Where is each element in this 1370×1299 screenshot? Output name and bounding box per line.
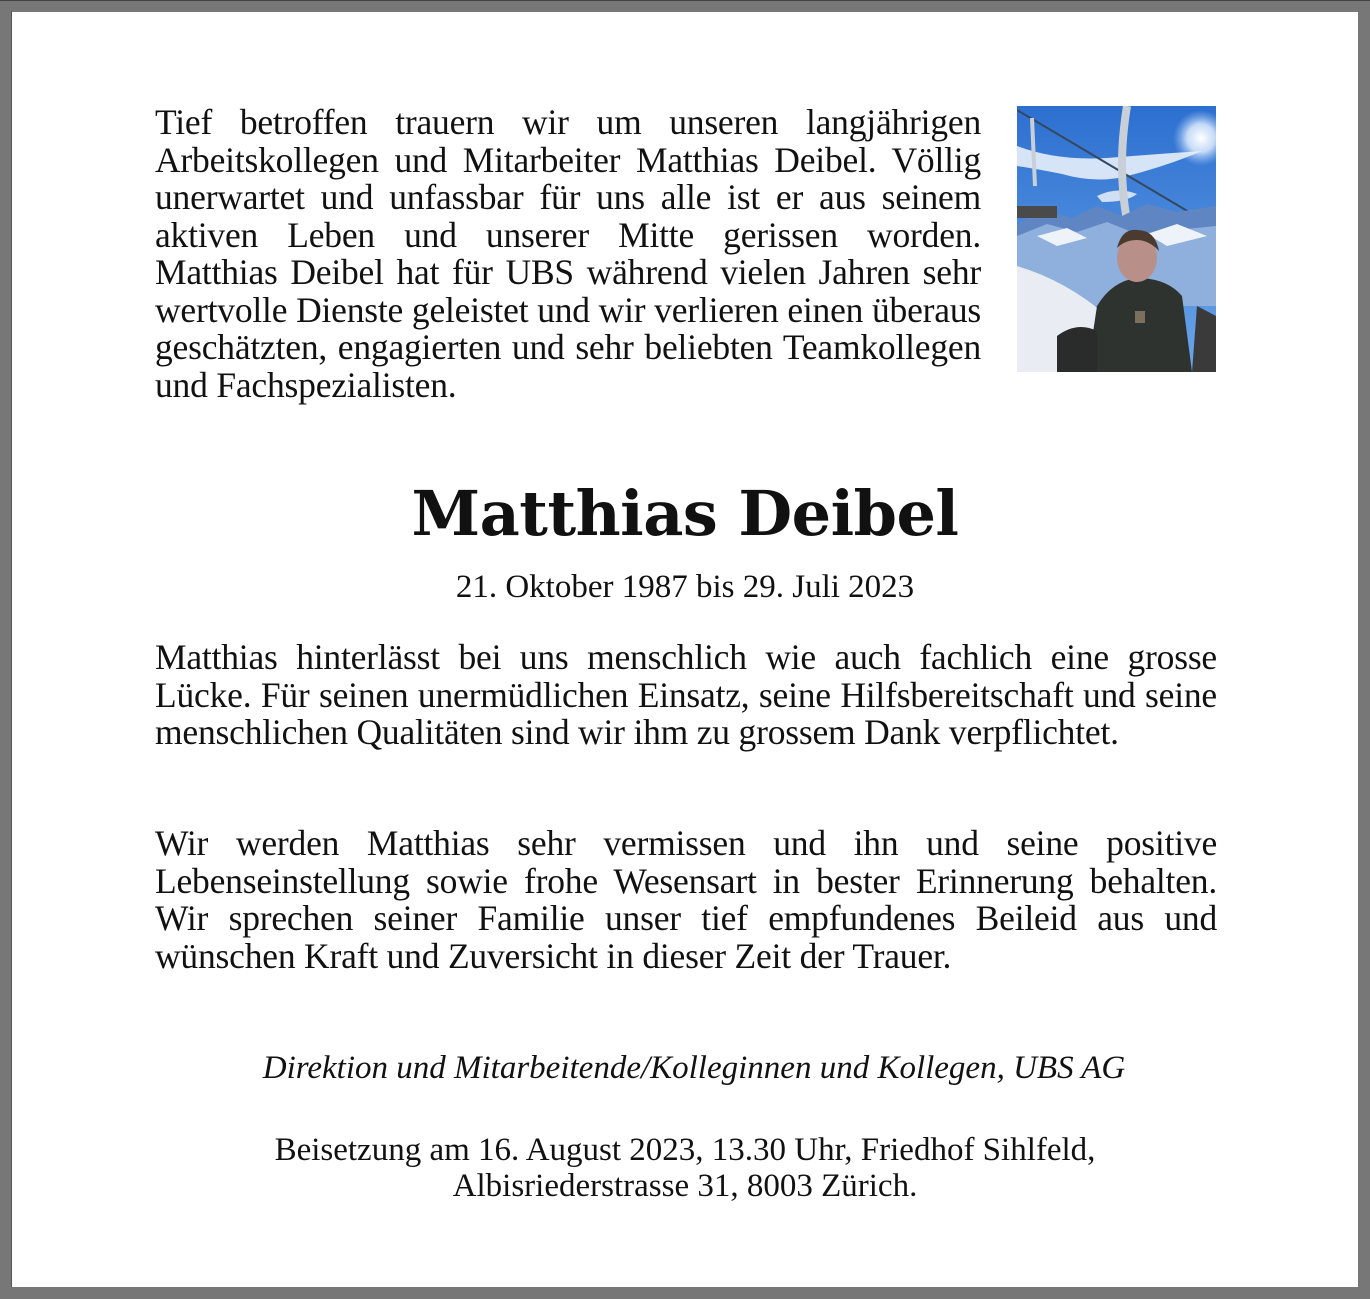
life-dates: 21. Oktober 1987 bis 29. Juli 2023 [455, 569, 915, 605]
obituary-page [12, 12, 1358, 1287]
portrait-photo-icon [1017, 106, 1216, 372]
tribute-paragraph: Matthias hinterlässt bei uns menschlich wie auch fachlich eine grosse Lücke. Für seinen unermüdlichen Einsatz, seine Hilfsbereitschaft und seine menschlichen Qualitäten sind wir ihm zu grossem Dank verpflichtet. [155, 637, 1217, 752]
intro-paragraph [155, 104, 981, 404]
signature: Direktion und Mitarbeitende/Kolleginnen und Kollegen, UBS AG [262, 1050, 1126, 1086]
funeral-line-2: Albisriederstrasse 31, 8003 Zürich. [452, 1168, 918, 1204]
intro-text: Tief betroffen trauern wir um unseren langjährigen Arbeitskollegen und Mitarbeiter Matthias Deibel. Völlig unerwartet und unfassbar für uns alle ist er aus seinem aktiven Leben und unserer Mitte gerissen worden. Matthias Deibel hat für UBS während vielen Jahren sehr wertvolle Dienste geleistet und wir verlieren einen überaus geschätzten, engagierten und sehr beliebten Teamkollegen und Fachspezialisten. [155, 102, 981, 405]
deceased-name: Matthias Deibel [411, 477, 959, 550]
condolence-paragraph: Wir werden Matthias sehr vermissen und ihn und seine positive Lebenseinstellung sowie frohe Wesensart in bester Erinnerung behalten. Wir sprechen seiner Familie unser tief empfundenes Beileid aus und wünschen Kraft und Zuversicht in dieser Zeit der Trauer. [155, 823, 1217, 976]
funeral-line-1: Beisetzung am 16. August 2023, 13.30 Uhr, Friedhof Sihlfeld, [274, 1132, 1096, 1168]
funeral-details [12, 1132, 1358, 1204]
window-top-edge [0, 0, 1370, 1]
